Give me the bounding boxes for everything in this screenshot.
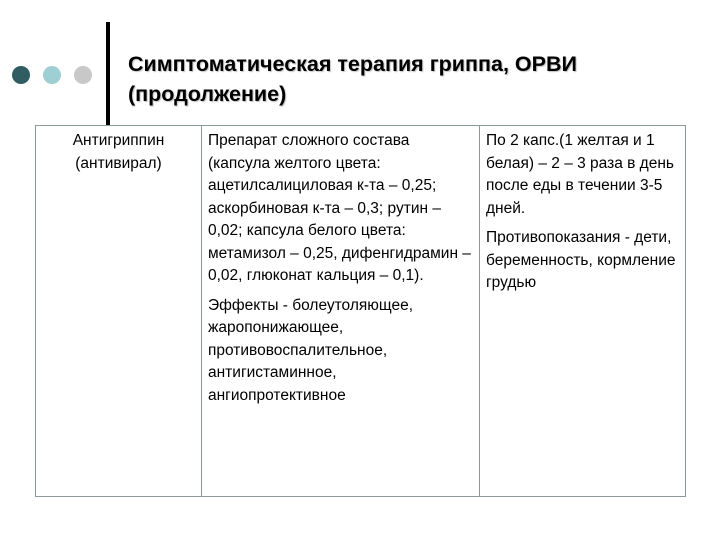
slide-title — [128, 49, 688, 109]
composition-cell — [202, 126, 480, 497]
title-divider-bar — [106, 22, 110, 126]
dot-light-teal — [43, 66, 61, 84]
slide-title-line1: Симптоматическая терапия гриппа, ОРВИ — [128, 52, 577, 76]
effects-text: Эффекты - болеутоляющее, жаропонижающее, противовоспалительное, антигистаминное, ангиопротективное — [208, 296, 414, 404]
composition-text: Препарат сложного состава (капсула желтого цвета: ацетилсалициловая к-та – 0,25; аскорбиновая к-та – 0,3; рутин – 0,02; капсула белого цвета: метамизол – 0,25, дифенгидрамин – 0,02, глюконат кальция – 0,1). — [208, 132, 471, 284]
dosage-text: По 2 капс.(1 желтая и 1 белая) – 2 – 3 раза в день после еды в течении 3-5 дней. — [486, 132, 674, 217]
drug-name-cell — [36, 126, 202, 497]
slide-title-line2: (продолжение) — [128, 82, 287, 106]
contraindications-text: Противопоказания - дети, беременность, кормление грудью — [486, 229, 676, 291]
therapy-table — [35, 125, 686, 497]
dot-gray — [74, 66, 92, 84]
table-row — [36, 126, 686, 497]
drug-name: Антигриппин (антивирал) — [72, 132, 165, 172]
dot-dark-teal — [12, 66, 30, 84]
dosage-cell — [480, 126, 686, 497]
decorative-dots — [12, 66, 94, 84]
